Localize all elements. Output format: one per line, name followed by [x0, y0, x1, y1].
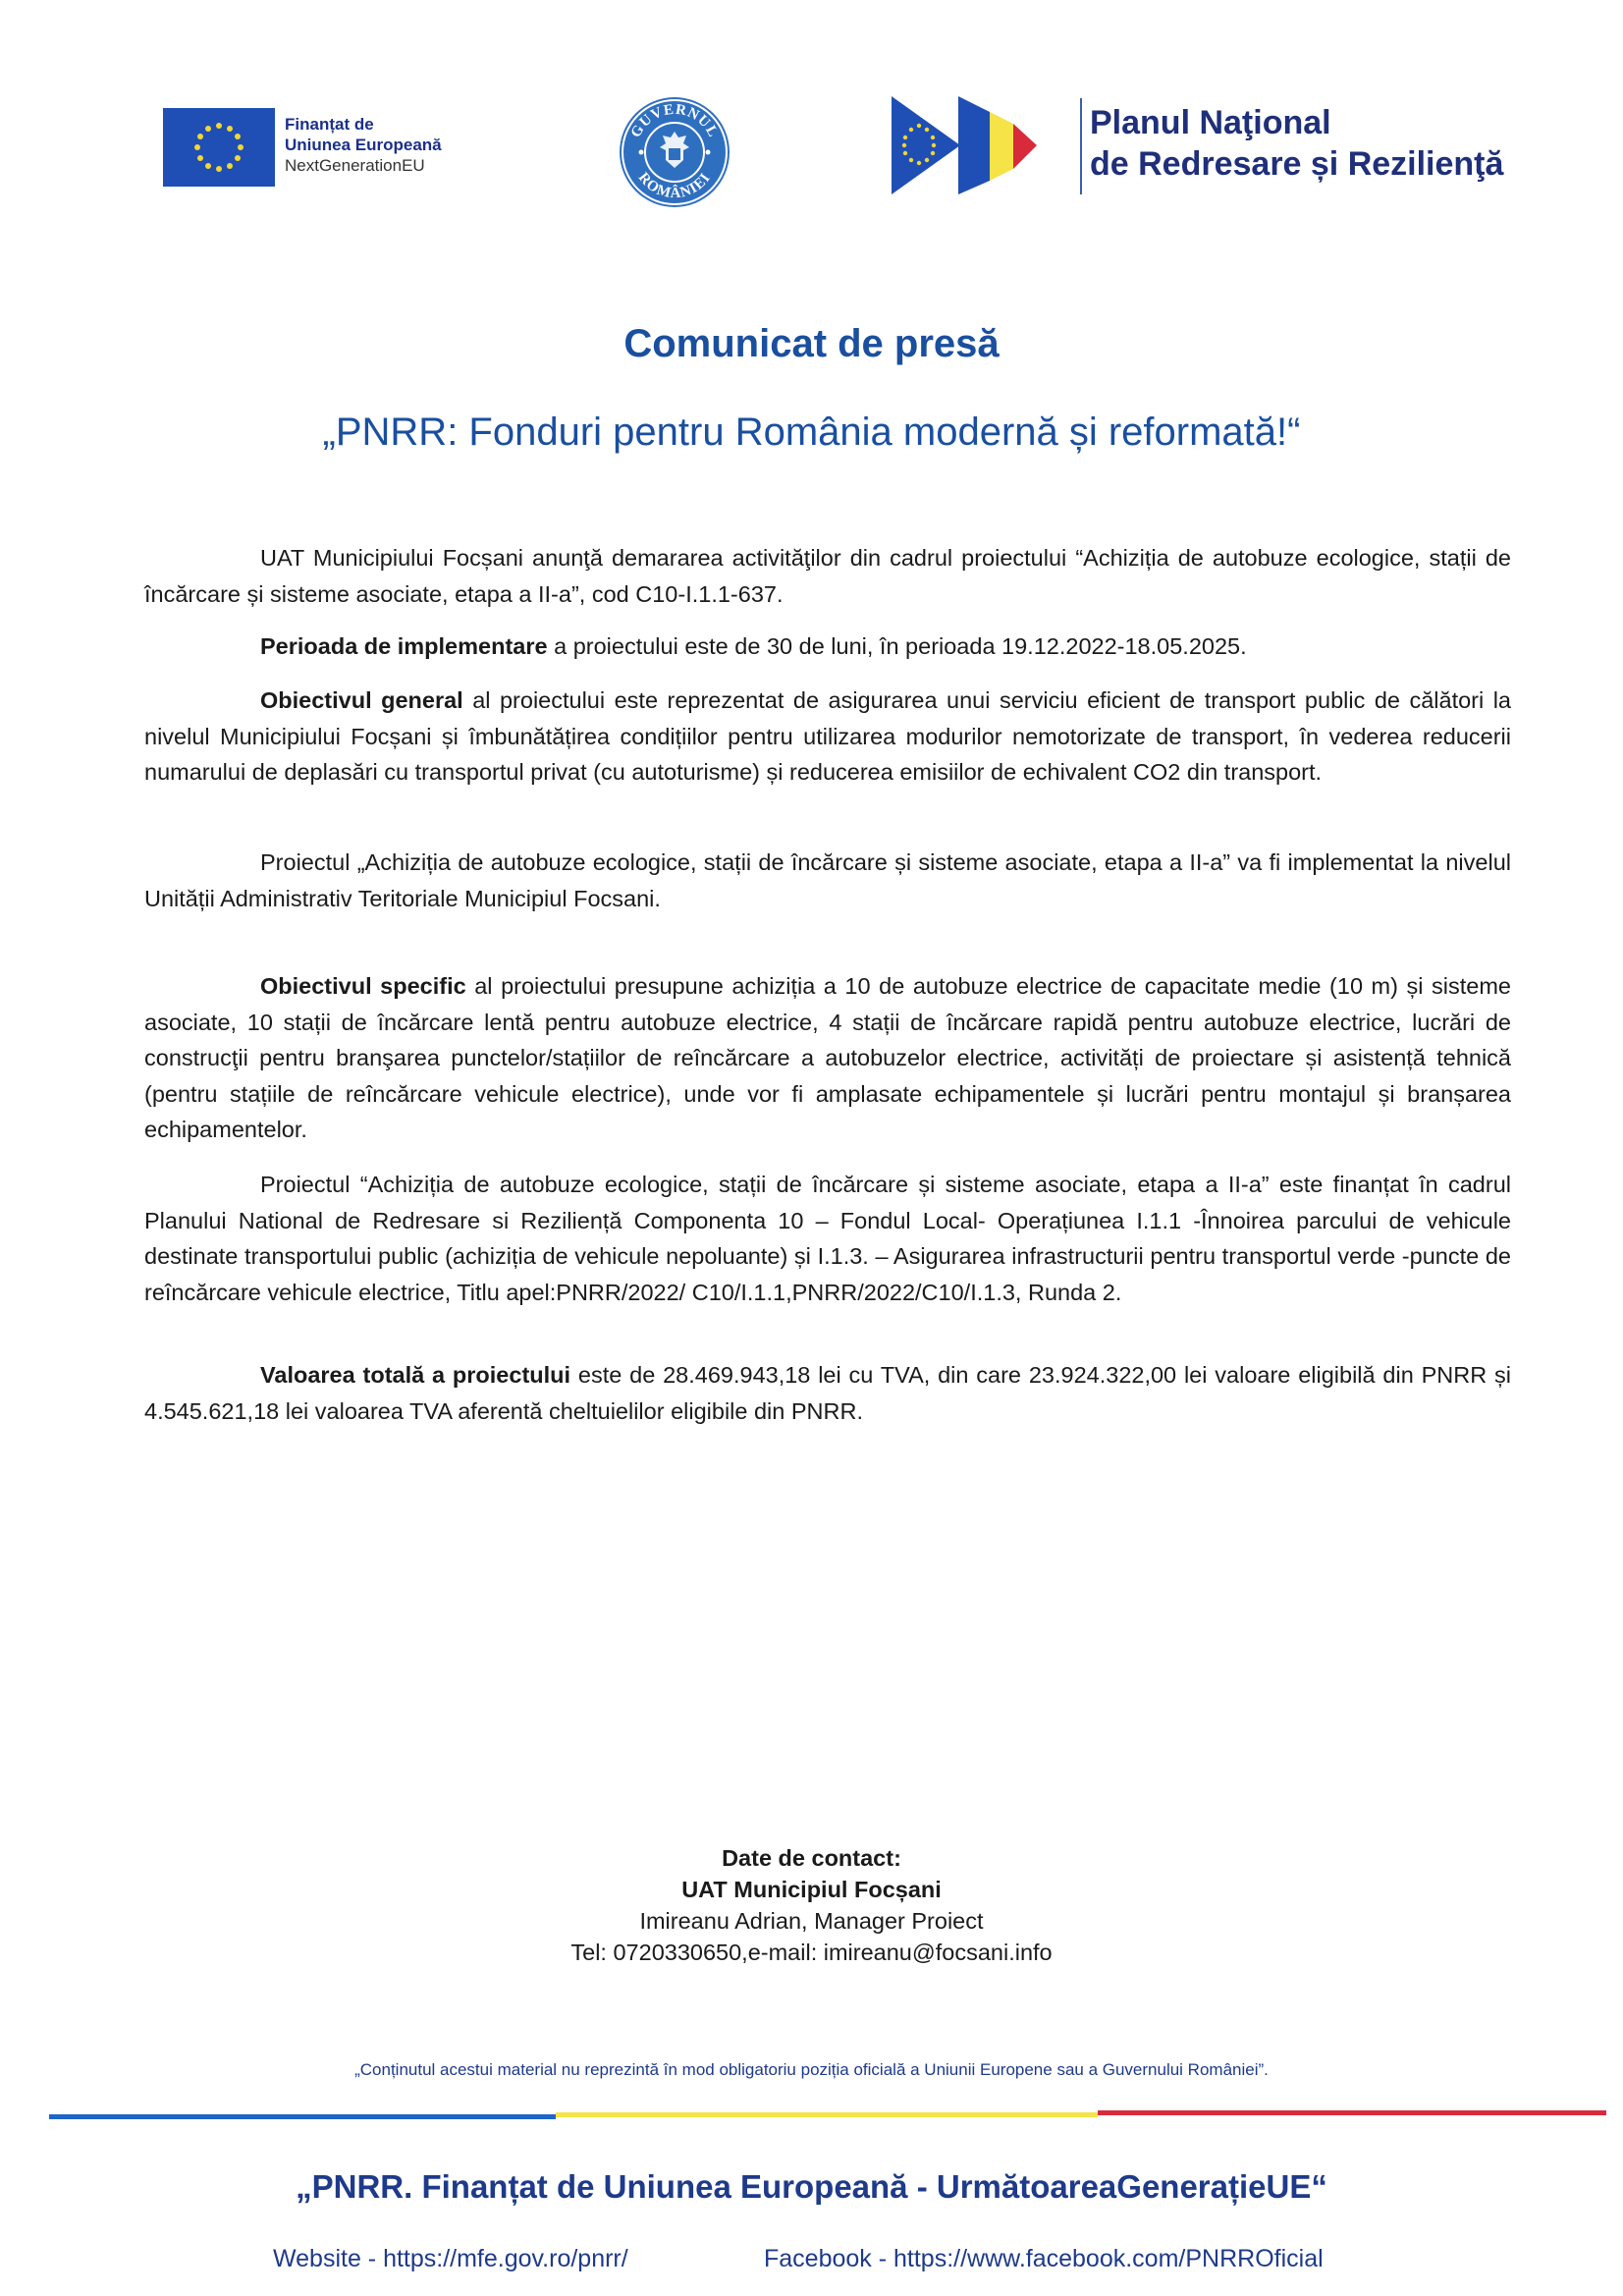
contact-person: Imireanu Adrian, Manager Proiect [639, 1908, 984, 1934]
pnrr-logo-text [1090, 102, 1503, 185]
pnrr-arrows-logo [892, 94, 1074, 196]
facebook-link[interactable]: Facebook - https://www.facebook.com/PNRROficial [764, 2245, 1324, 2272]
flag-line-yellow [556, 2112, 1098, 2117]
seal-bottom-text: ROMÂNIEI [634, 169, 715, 202]
page-subtitle: „PNRR: Fonduri pentru România modernă și reformată!“ [322, 410, 1301, 454]
paragraph-bold-lead: Perioada de implementare [260, 633, 548, 659]
eu-stars-icon [163, 108, 275, 187]
paragraph-implementation-location [144, 845, 1511, 916]
paragraph-bold-lead: Obiectivul general [260, 687, 463, 713]
contact-organization: UAT Municipiul Focșani [681, 1877, 942, 1902]
paragraph-announcement [144, 540, 1511, 612]
paragraph-bold-lead: Obiectivul specific [260, 973, 466, 999]
contact-details: Tel: 0720330650,e-mail: imireanu@focsani.info [570, 1940, 1053, 1965]
pnrr-logo-line1: Planul Naţional [1090, 104, 1331, 141]
seal-top-text: GUVERNUL [627, 101, 722, 140]
paragraph-general-objective [144, 683, 1511, 791]
eu-funding-label [285, 114, 442, 176]
romanian-government-seal [617, 94, 732, 210]
flag-line-red [1098, 2110, 1606, 2115]
paragraph-text: UAT Municipiului Focșani anunţă demararea activităţilor din cadrul proiectului “Achiziția de autobuze ecologice, stații de încărcare și sisteme asociate, etapa a II-a”, cod C10-I.1.1-637. [144, 545, 1511, 607]
paragraph-implementation-period [144, 629, 1511, 665]
logo-divider [1080, 98, 1082, 194]
paragraph-total-value [144, 1357, 1511, 1429]
page-title: Comunicat de presă [623, 322, 1000, 365]
paragraph-text: este de 28.469.943,18 lei cu TVA, din care 23.924.322,00 lei valoare eligibilă din PNRR și 4.545.621,18 lei valoarea TVA aferentă cheltuielilor eligibile din PNRR. [144, 1362, 1511, 1424]
paragraph-specific-objective [144, 968, 1511, 1148]
paragraph-text: al proiectului presupune achiziția a 10 de autobuze electrice de capacitate medie (10 m) și sisteme asociate, 10 stații de încărcare lentă pentru autobuze electrice, 4 stații de încărcare rapidă pentru autobuze electrice, lucrări de construcţii pentru branşarea punctelor/stațiilor de reîncărcare a autobuzelor electrice, activități de proiectare și asistență tehnică (pentru stațiile de reîncărcare vehicule electrice), unde vor fi amplasate echipamentele și lucrări pentru montajul și branșarea echipamentelor. [144, 973, 1511, 1142]
eu-label-line3: NextGenerationEU [285, 156, 425, 175]
eu-label-line2: Uniunea Europeană [285, 136, 442, 154]
eu-label-line1: Finanțat de [285, 115, 374, 134]
paragraph-bold-lead: Valoarea totală a proiectului [260, 1362, 571, 1388]
contact-heading: Date de contact: [722, 1845, 901, 1871]
paragraph-text: Proiectul “Achiziția de autobuze ecologice, stații de încărcare și sisteme asociate, etapa a II-a” este finanțat în cadrul Planului National de Redresare si Reziliență Componenta 10 – Fondul Local- Operațiunea I.1.1 -Înnoirea parcului de vehicule destinate transportului public (achiziția de vehicule nepoluante) și I.1.3. – Asigurarea infrastructurii pentru transportul verde -puncte de reîncărcare vehicule electrice, Titlu apel:PNRR/2022/ C10/I.1.1,PNRR/2022/C10/I.1.3, Runda 2. [144, 1172, 1511, 1305]
flag-line-blue [49, 2114, 556, 2119]
paragraph-text: a proiectului este de 30 de luni, în perioada 19.12.2022-18.05.2025. [547, 633, 1247, 659]
paragraph-text: al proiectului este reprezentat de asigurarea unui serviciu eficient de transport public de călători la nivelul Municipiului Focșani și îmbunătățirea condițiilor pentru utilizarea modurilor nemotorizate de transport, în vederea reducerii numarului de deplasări cu transportul privat (cu autoturisme) și reducerea emisiilor de echivalent CO2 din transport. [144, 687, 1511, 785]
paragraph-text: Proiectul „Achiziția de autobuze ecologice, stații de încărcare și sisteme asociate, etapa a II-a” va fi implementat la nivelul Unității Administrativ Teritoriale Municipiul Focsani. [144, 849, 1511, 911]
footer-slogan: „PNRR. Finanțat de Uniunea Europeană - UrmătoareaGenerațieUE“ [296, 2168, 1327, 2205]
paragraph-financing [144, 1167, 1511, 1310]
pnrr-logo-line2: de Redresare și Rezilienţă [1090, 145, 1504, 183]
eu-flag-logo [163, 108, 275, 187]
disclaimer-text: „Conținutul acestui material nu reprezintă în mod obligatoriu poziția oficială a Uniunii Europene sau a Guvernului României”. [354, 2060, 1269, 2079]
website-link[interactable]: Website - https://mfe.gov.ro/pnrr/ [273, 2245, 628, 2272]
contact-block [0, 1842, 1623, 1968]
